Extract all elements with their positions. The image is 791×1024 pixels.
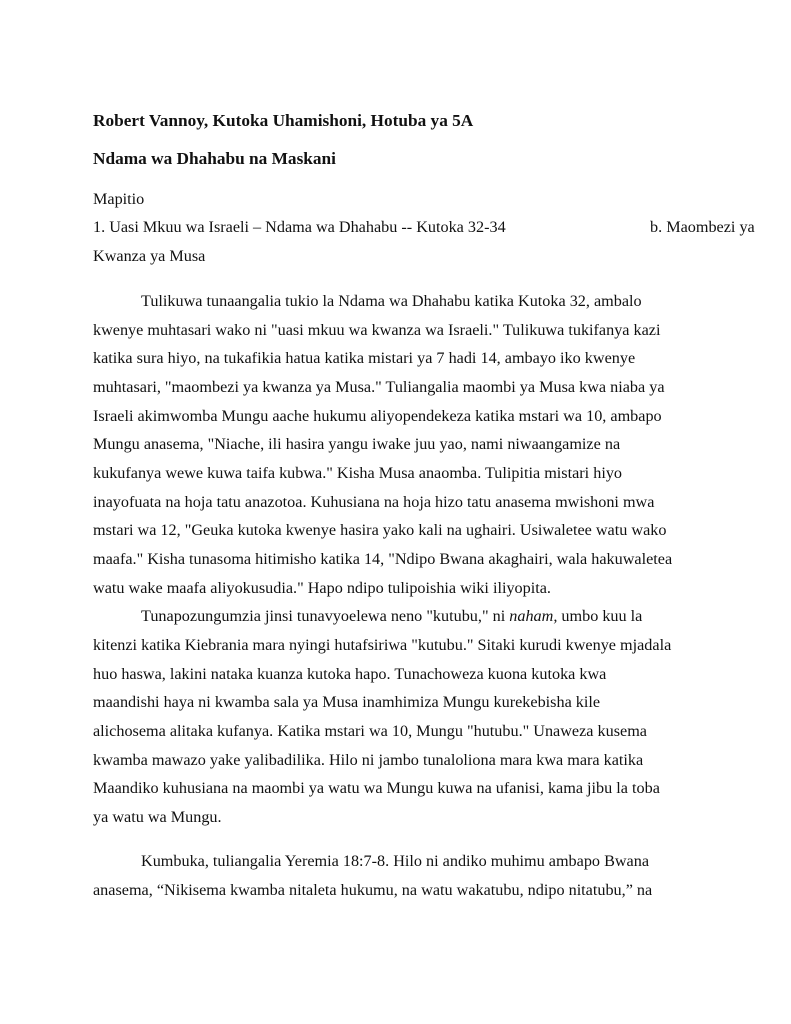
review-label: Mapitio (93, 190, 145, 208)
paragraph-1-line: inayofuata na hoja tatu anazotoa. Kuhusiana na hoja hizo tatu anasema mwishoni mwa (93, 493, 655, 511)
paragraph-3-line: anasema, “Nikisema kwamba nitaleta hukumu, na watu wakatubu, ndipo nitatubu,” na (93, 881, 653, 899)
outline-item-1: 1. Uasi Mkuu wa Israeli – Ndama wa Dhahabu -- Kutoka 32-34 (93, 218, 506, 236)
outline-item-b: b. Maombezi ya (650, 218, 755, 236)
hebrew-term: naham, (509, 607, 558, 625)
paragraph-1-line: muhtasari, "maombezi ya kwanza ya Musa." Tuliangalia maombi ya Musa kwa niaba ya (93, 378, 665, 396)
paragraph-2-first-line (141, 606, 642, 626)
paragraph-1-line: katika sura hiyo, na tukafikia hatua katika mistari ya 7 hadi 14, ambayo iko kwenye (93, 349, 636, 367)
paragraph-2-text: umbo kuu la (557, 607, 643, 625)
paragraph-3-line: Kumbuka, tuliangalia Yeremia 18:7-8. Hilo ni andiko muhimu ambapo Bwana (141, 852, 650, 870)
paragraph-2-line: Maandiko kuhusiana na maombi ya watu wa Mungu kuwa na ufanisi, kama jibu la toba (93, 779, 660, 797)
document-title: Robert Vannoy, Kutoka Uhamishoni, Hotuba ya 5A (93, 111, 474, 130)
paragraph-1-line: kwenye muhtasari wako ni "uasi mkuu wa kwanza wa Israeli." Tulikuwa tukifanya kazi (93, 321, 661, 339)
outline-item-b-continued: Kwanza ya Musa (93, 247, 206, 265)
paragraph-2-line: kwamba mawazo yake yalibadilika. Hilo ni jambo tunaloliona mara kwa mara katika (93, 751, 644, 769)
paragraph-1-line: Tulikuwa tunaangalia tukio la Ndama wa Dhahabu katika Kutoka 32, ambalo (141, 292, 642, 310)
paragraph-1-line: kukufanya wewe kuwa taifa kubwa." Kisha Musa anaomba. Tulipitia mistari hiyo (93, 464, 623, 482)
paragraph-1-line: mstari wa 12, "Geuka kutoka kwenye hasira yako kali na ughairi. Usiwaletee watu wako (93, 521, 667, 539)
document-subtitle: Ndama wa Dhahabu na Maskani (93, 149, 336, 168)
paragraph-2-line: kitenzi katika Kiebrania mara nyingi hutafsiriwa "kutubu." Sitaki kurudi kwenye mjadala (93, 636, 672, 654)
paragraph-1-line: watu wake maafa aliyokusudia." Hapo ndipo tulipoishia wiki iliyopita. (93, 579, 551, 597)
paragraph-2-text: Tunapozungumzia jinsi tunavyoelewa neno "kutubu," ni (141, 607, 510, 625)
paragraph-1-line: Israeli akimwomba Mungu aache hukumu aliyopendekeza katika mstari wa 10, ambapo (93, 407, 662, 425)
paragraph-2-line: alichosema alitaka kufanya. Katika mstari wa 10, Mungu "hutubu." Unaweza kusema (93, 722, 647, 740)
paragraph-1-line: maafa." Kisha tunasoma hitimisho katika 14, "Ndipo Bwana akaghairi, wala hakuwaletea (93, 550, 673, 568)
outline-line (93, 217, 755, 237)
paragraph-1-line: Mungu anasema, "Niache, ili hasira yangu iwake juu yao, nami niwaangamize na (93, 435, 621, 453)
paragraph-2-line: maandishi haya ni kwamba sala ya Musa inamhimiza Mungu kurekebisha kile (93, 693, 601, 711)
paragraph-2-line: huo haswa, lakini nataka kuanza kutoka hapo. Tunachoweza kuona kutoka kwa (93, 665, 607, 683)
paragraph-2-line: ya watu wa Mungu. (93, 808, 222, 826)
